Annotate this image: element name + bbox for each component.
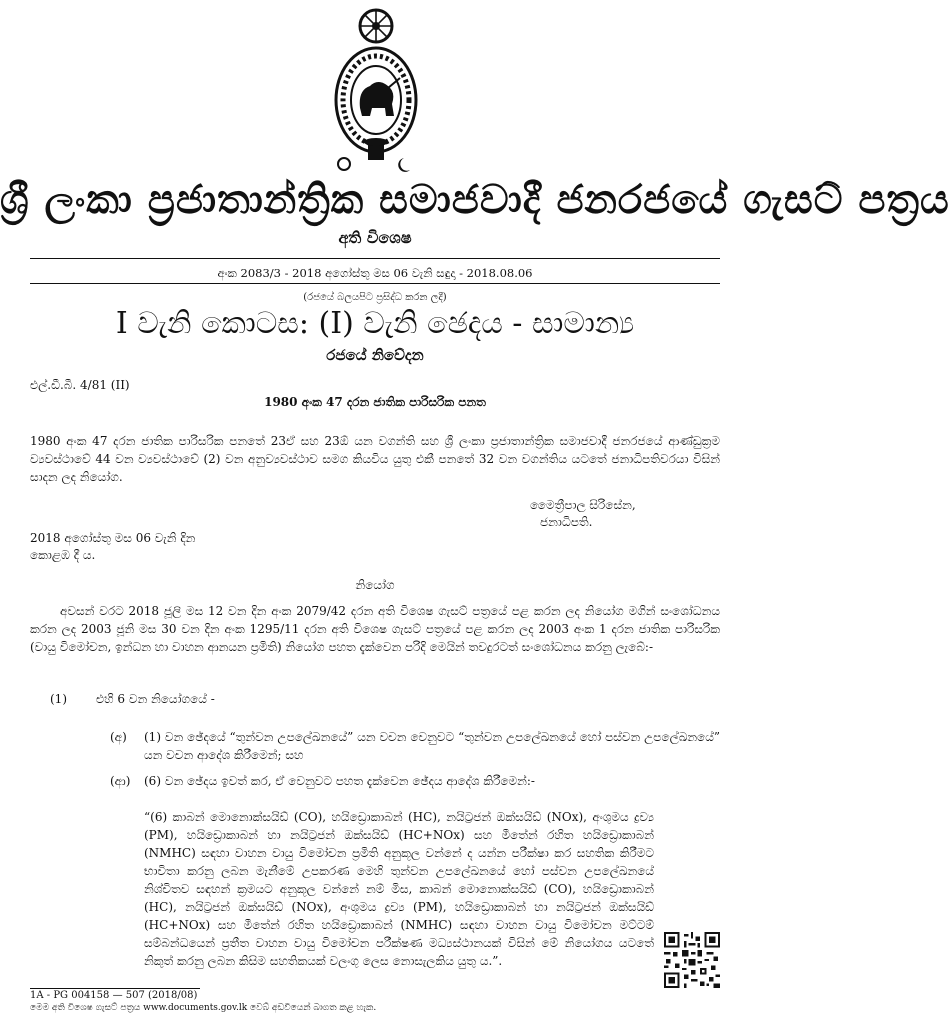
notice-body: 1980 අංක 47 දරන ජාතික පාරිසරික පනතේ 23ඒ සහ 23ඕ යන වගන්ති සහ ශ්‍රී ලංකා ප්‍රජාතාන්ත්‍රික සමාජවාදී ජනරජයේ ආණ්ඩුක්‍රම ව්‍යවස්ථාවේ 44 වන ව්‍යවස්ථාවේ (2) වන අනුව්‍යවස්ථාව සමග කියවිය යුතු එකී පනතේ 32 වන වගන්තිය යටතේ ජනාධිපතිවරයා විසින් සාදන ලද නියෝග. <box>30 434 720 484</box>
signature-block <box>530 497 636 531</box>
gazette-subtitle: අති විශෙෂ <box>338 228 412 247</box>
section-heading: රජයේ නිවේදන <box>326 346 424 364</box>
item-number: (1) <box>50 692 67 706</box>
sub-item-aa-number: (ආ) <box>110 774 131 788</box>
signer-name: මෛත්‍රීපාල සිරිසේන, <box>530 498 636 512</box>
sub-item-a-text: (1) වන ඡේදයේ “තුන්වන උපලේඛනයේ” යන වචන වෙනුවට “තුන්වන උපලේඛනයේ හෝ පස්වන උපලේඛනයේ” යන වචන ආදේශ කිරීමෙන්; සහ <box>144 730 720 762</box>
signer-title: ජනාධිපති. <box>540 515 593 529</box>
sub-item-aa-text: (6) වන ඡේදය ඉවත් කර, ඒ වෙනුවට පහත දැක්වෙන ඡේදය ආදේශ කිරීමෙන්:- <box>144 774 535 788</box>
footer-rule <box>30 988 200 989</box>
header-rule-top <box>30 258 720 259</box>
notice-place: කොළඹ දී ය. <box>30 548 96 562</box>
publication-authority: (රජයේ බලයපිට ප්‍රසිද්ධ කරන ලදී) <box>303 292 447 303</box>
footer-download-note: මෙම අති විශෙෂ ගැසට් පත්‍රය www.documents.gov.lk වෙබ් අඩවියෙන් බාගත කළ හැක. <box>30 1003 377 1013</box>
footer-print-code: 1A - PG 004158 — 507 (2018/08) <box>30 990 198 1001</box>
gazette-title: ශ්‍රී ලංකා ප්‍රජාතාන්ත්‍රික සමාජවාදී ජනරජයේ ගැසට් පත්‍රය <box>0 176 950 223</box>
act-title: 1980 අංක 47 දරන ජාතික පාරිසරික පනත <box>264 395 486 409</box>
qr-code-icon <box>664 932 720 988</box>
state-emblem-icon <box>330 4 422 176</box>
notice-date: 2018 අගෝස්තු මස 06 වැනි දින <box>30 531 196 545</box>
sub-item-a-number: (අ) <box>110 730 127 744</box>
quoted-paragraph: “(6) කාබන් මොනොක්සයිඩ් (CO), හයිඩ්‍රොකාබන් (HC), නයිට්‍රජන් ඔක්සයිඩ් (NOx), අංශුමය ද්‍රව්‍ය (PM), හයිඩ්‍රොකාබන් හා නයිට්‍රජන් ඔක්සයිඩ් (HC+NOx) සහ මීතේන් රහිත හයිඩ්‍රොකාබන් (NMHC) සඳහා වාහන වායු විමෝචන ප්‍රමිති අනුකූල වන්නේ ද යන්න පරීක්ෂා කර සහතික කිරීමට භාවිතා කරනු ලබන මැනීමේ උපකරණ මෙහි තුන්වන උපලේඛනයේ හෝ පස්වන උපලේඛනයේ නිශ්චිතව සඳහන් ක්‍රමයට අනුකූල වන්නේ නම් මිස, කාබන් මොනොක්සයිඩ් (CO), හයිඩ්‍රොකාබන් (HC), නයිට්‍රජන් ඔක්සයිඩ් (NOx), අංශුමය ද්‍රව්‍ය (PM), හයිඩ්‍රොකාබන් හා නයිට්‍රජන් ඔක්සයිඩ් (HC+NOx) සහ මීතේන් රහිත හයිඩ්‍රොකාබන් (NMHC) සඳහා වාහන වායු විමෝචන මට්ටම් සම්බන්ධයෙන් ප්‍රතීත වාහන වායු විමෝචන පරීක්ෂණ මධ්‍යස්ථානයක් විසින් මේ නියෝගය යටතේ නිකුත් කරනු ලබන කිසිම සහතිකයක් වලංගු ලෙස නොසැලකිය යුතු ය.”. <box>144 810 654 968</box>
part-title: I වැනි කොටස: (I) වැනි ඡෙදය - සාමාන්‍ය <box>115 306 635 341</box>
regulations-heading: නියෝග <box>355 578 395 592</box>
issue-line: අංක 2083/3 - 2018 අගෝස්තු මස 06 වැනි සඳුදා - 2018.08.06 <box>217 266 533 280</box>
item-text: එහි 6 වන නියෝගයේ - <box>96 692 215 706</box>
regulations-intro: අවසන් වරට 2018 ජූලි මස 12 වන දින අංක 2079/42 දරන අති විශෙෂ ගැසට් පත්‍රයේ පළ කරන ලද නියෝග මගින් සංශෝධනය කරන ලද 2003 ජූනි මස 30 වන දින අංක 1295/11 දරන අති විශෙෂ ගැසට් පත්‍රයේ පළ කරන ලද 2003 අංක 1 දරන ජාතික පාරිසරික (වායු විමෝචන, ඉන්ධන හා වාහන ආනයන ප්‍රමිති) නියෝග පහත දැක්වෙන පරිදි මෙයින් තවදුරටත් සංශෝධනය කරනු ලැබේ:- <box>30 604 720 654</box>
reference-number: එල්.ඩී.බී. 4/81 (II) <box>30 378 130 392</box>
header-rule-bottom <box>30 283 720 284</box>
date-place-block <box>30 530 195 564</box>
